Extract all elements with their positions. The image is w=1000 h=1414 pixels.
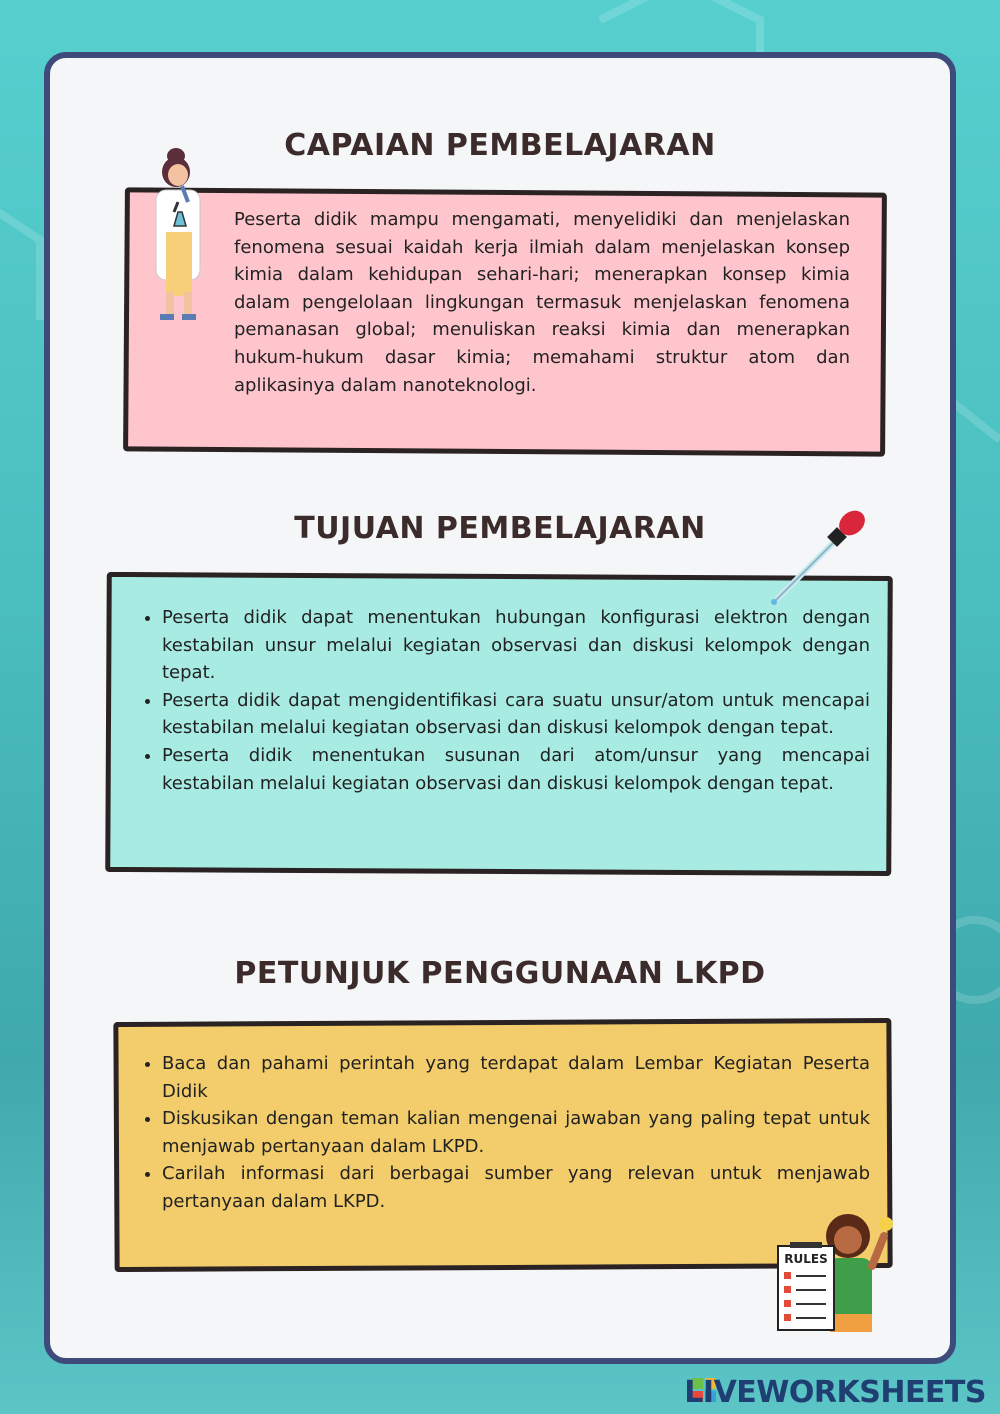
tujuan-item: • Peserta didik dapat menentukan hubungan konfigurasi elektron dengan kestabilan unsur melalui kegiatan observasi dan diskusi kelompok dengan tepat.	[162, 604, 870, 687]
petunjuk-title: PETUNJUK PENGGUNAAN LKPD	[234, 956, 766, 991]
petunjuk-list	[140, 1050, 870, 1216]
petunjuk-item: • Diskusikan dengan teman kalian mengenai jawaban yang paling tepat untuk menjawab pertanyaan dalam LKPD.	[162, 1105, 870, 1160]
tujuan-list	[140, 604, 870, 797]
teacher-icon	[772, 1206, 904, 1338]
dropper-icon	[766, 508, 876, 608]
tujuan-item: • Peserta didik menentukan susunan dari atom/unsur yang mencapai kestabilan melalui kegiatan observasi dan diskusi kelompok dengan tepat.	[162, 742, 870, 797]
capaian-text: Peserta didik mampu mengamati, menyelidiki dan menjelaskan fenomena sesuai kaidah kerja ilmiah dalam menjelaskan konsep kimia dalam kehidupan sehari-hari; menerapkan konsep kimia dalam pengelolaan lingkungan termasuk menjelaskan fenomena pemanasan global; menuliskan reaksi kimia dan menerapkan hukum-hukum dasar kimia; memahami struktur atom dan aplikasinya dalam nanoteknologi.	[234, 209, 850, 396]
worksheet-page	[44, 52, 956, 1364]
rules-label: RULES	[784, 1252, 828, 1266]
capaian-title: CAPAIAN PEMBELAJARAN	[284, 128, 716, 163]
tujuan-title: TUJUAN PEMBELAJARAN	[294, 511, 706, 546]
brand-wordmark[interactable]: LIVEWORKSHEETS	[684, 1375, 986, 1410]
petunjuk-item: • Carilah informasi dari berbagai sumber yang relevan untuk menjawab pertanyaan dalam LKPD.	[162, 1160, 870, 1215]
petunjuk-item: • Baca dan pahami perintah yang terdapat dalam Lembar Kegiatan Peserta Didik	[162, 1050, 870, 1105]
rules-illustration	[772, 1206, 904, 1338]
scientist-illustration-icon	[138, 142, 218, 326]
tujuan-item: • Peserta didik dapat mengidentifikasi cara suatu unsur/atom untuk mencapai kestabilan melalui kegiatan observasi dan diskusi kelompok dengan tepat.	[162, 687, 870, 742]
